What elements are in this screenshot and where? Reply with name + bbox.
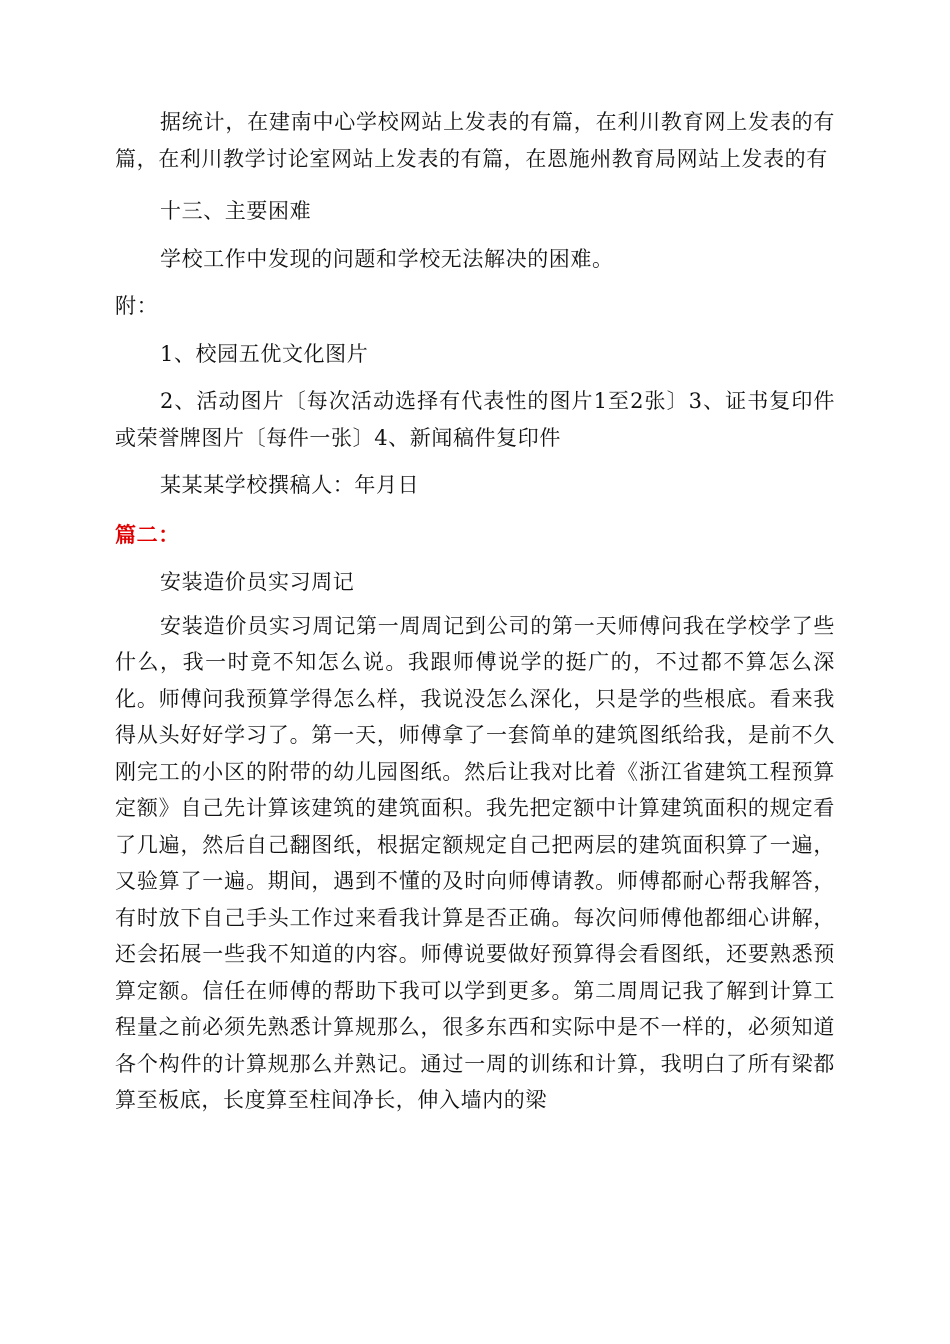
appendix-item-2: 2、活动图片〔每次活动选择有代表性的图片1至2张〕3、证书复印件或荣誉牌图片〔每件一张〕4、新闻稿件复印件 [115,389,835,450]
appendix-item-1: 1、校园五优文化图片 [160,341,369,366]
part-heading: 篇二： [115,522,180,547]
appendix-label: 附： [115,294,159,318]
document-page [115,104,835,1119]
difficulty-paragraph: 学校工作中发现的问题和学校无法解决的困难。 [160,246,614,271]
article-body: 安装造价员实习周记第一周周记到公司的第一天师傅问我在学校学了些什么，我一时竟不知怎么说。我跟师傅说学的挺广的，不过都不算怎么深化。师傅问我预算学得怎么样，我说没怎么深化，只是学的些根底。看来我得从头好好学习了。第一天，师傅拿了一套简单的建筑图纸给我，是前不久刚完工的小区的附带的幼儿园图纸。然后让我对比着《浙江省建筑工程预算定额》自己先计算该建筑的建筑面积。我先把定额中计算建筑面积的规定看了几遍，然后自己翻图纸，根据定额规定自己把两层的建筑面积算了一遍，又验算了一遍。期间，遇到不懂的及时向师傅请教。师傅都耐心帮我解答，有时放下自己手头工作过来看我计算是否正确。每次问师傅他都细心讲解，还会拓展一些我不知道的内容。师傅说要做好预算得会看图纸，还要熟悉预算定额。信任在师傅的帮助下我可以学到更多。第二周周记我了解到计算工程量之前必须先熟悉计算规那么，很多东西和实际中是不一样的，必须知道各个构件的计算规那么并熟记。通过一周的训练和计算，我明白了所有梁都算至板底，长度算至柱间净长，伸入墙内的梁 [115,613,835,1112]
article-title: 安装造价员实习周记 [160,570,355,594]
signature-line: 某某某学校撰稿人：年月日 [160,473,420,497]
stats-paragraph: 据统计，在建南中心学校网站上发表的有篇，在利川教育网上发表的有篇，在利川教学讨论室网站上发表的有篇，在恩施州教育局网站上发表的有 [115,110,835,171]
section-heading: 十三、主要困难 [160,199,312,223]
